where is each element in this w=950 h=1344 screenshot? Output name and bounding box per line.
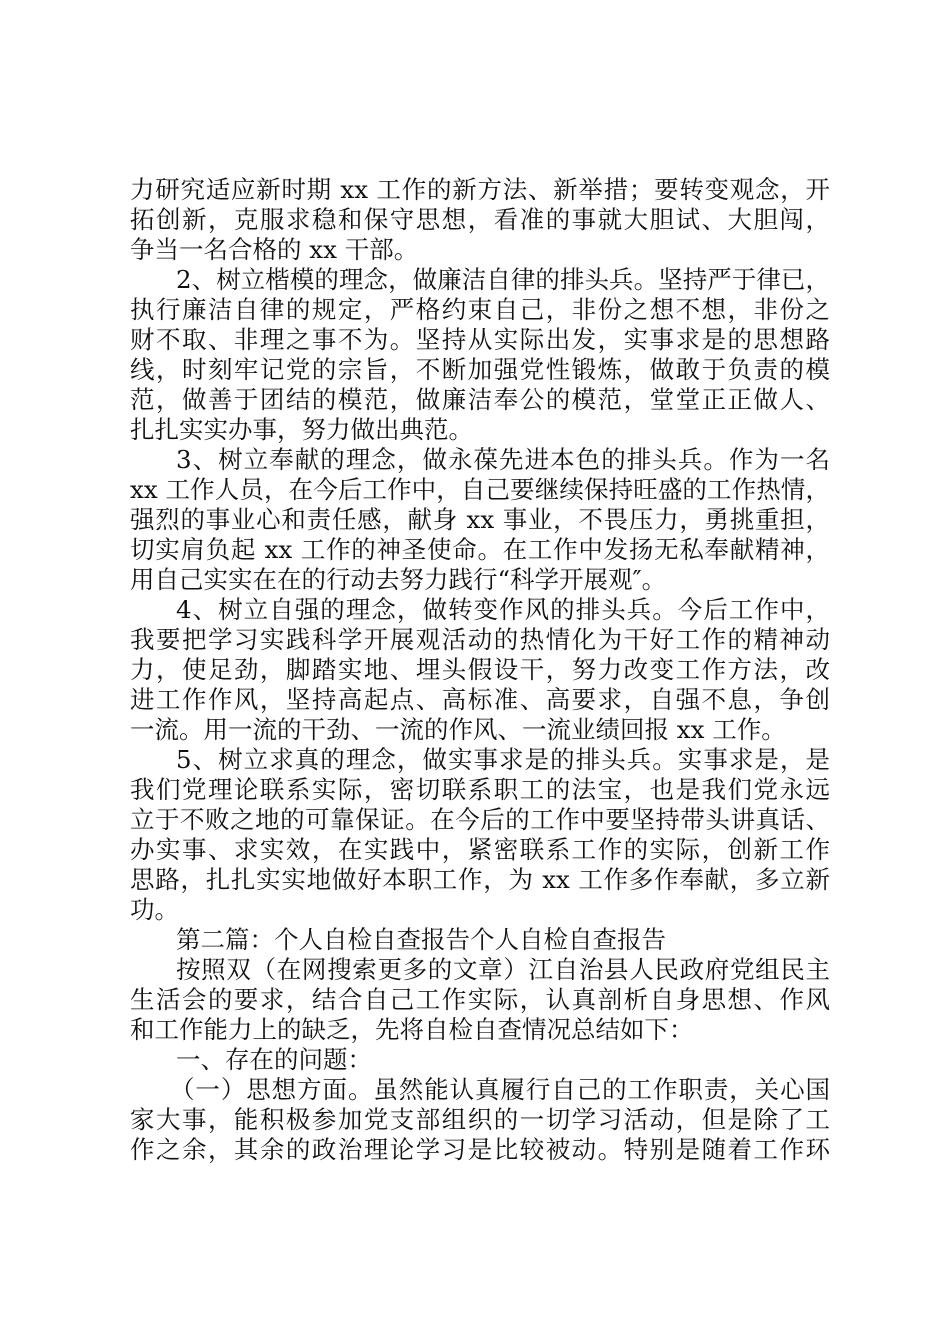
text-line: 力，使足劲，脚踏实地、埋头假设干，努力改变工作方法，改 [130,655,830,684]
text-line: 作之余，其余的政治理论学习是比较被动。特别是随着工作环 [130,1135,830,1164]
subsection-heading: 一、存在的问题： [176,1045,372,1074]
text-line: 按照双（在网搜索更多的文章）江自治县人民政府党组民主 [176,955,830,984]
text-line: 力研究适应新时期 xx 工作的新方法、新举措；要转变观念，开 [130,175,830,204]
text-line: 切实肩负起 xx 工作的神圣使命。在工作中发扬无私奉献精神， [130,535,830,564]
text-line: 进工作作风，坚持高起点、高标准、高要求，自强不息，争创 [130,685,830,714]
text-line: 4、树立自强的理念，做转变作风的排头兵。今后工作中， [176,595,830,624]
text-line: 生活会的要求，结合自己工作实际，认真剖析自身思想、作风 [130,985,830,1014]
text-line: 我要把学习实践科学开展观活动的热情化为干好工作的精神动 [130,625,830,654]
text-line: 思路，扎扎实实地做好本职工作，为 xx 工作多作奉献，多立新 [130,865,830,894]
text-line: （一）思想方面。虽然能认真履行自己的工作职责，关心国 [170,1075,830,1104]
text-line: 和工作能力上的缺乏，先将自检自查情况总结如下： [130,1015,694,1044]
text-line: 立于不败之地的可靠保证。在今后的工作中要坚持带头讲真话、 [130,805,830,834]
text-line: 拓创新，克服求稳和保守思想，看准的事就大胆试、大胆闯， [130,205,830,234]
text-line: 范，做善于团结的模范，做廉洁奉公的模范，堂堂正正做人、 [130,385,830,414]
text-line: xx 工作人员，在今后工作中，自己要继续保持旺盛的工作热情， [130,475,830,504]
text-line: 办实事、求实效，在实践中，紧密联系工作的实际，创新工作 [130,835,830,864]
text-line: 2、树立楷模的理念，做廉洁自律的排头兵。坚持严于律已， [176,265,830,294]
text-line: 执行廉洁自律的规定，严格约束自己，非份之想不想，非份之 [130,295,830,324]
document-page [130,175,830,1165]
text-line: 3、树立奉献的理念，做永葆先进本色的排头兵。作为一名 [176,445,830,474]
text-line: 一流。用一流的干劲、一流的作风、一流业绩回报 xx 工作。 [130,715,786,744]
text-line: 扎扎实实办事，努力做出典范。 [130,415,473,444]
text-line: 争当一名合格的 xx 干部。 [130,235,419,264]
text-line: 财不取、非理之事不为。坚持从实际出发，实事求是的思想路 [130,325,830,354]
text-line: 家大事，能积极参加党支部组织的一切学习活动，但是除了工 [130,1105,830,1134]
text-line: 强烈的事业心和责任感，献身 xx 事业，不畏压力，勇挑重担， [130,505,830,534]
text-line: 用自己实实在在的行动去努力践行“科学开展观″。 [130,565,667,594]
text-line: 我们党理论联系实际，密切联系职工的法宝，也是我们党永远 [130,775,830,804]
text-line: 5、树立求真的理念，做实事求是的排头兵。实事求是，是 [176,745,830,774]
section-heading: 第二篇：个人自检自查报告个人自检自查报告 [176,925,666,954]
text-line: 线，时刻牢记党的宗旨，不断加强党性锻炼，做敢于负责的模 [130,355,830,384]
text-line: 功。 [130,895,179,924]
